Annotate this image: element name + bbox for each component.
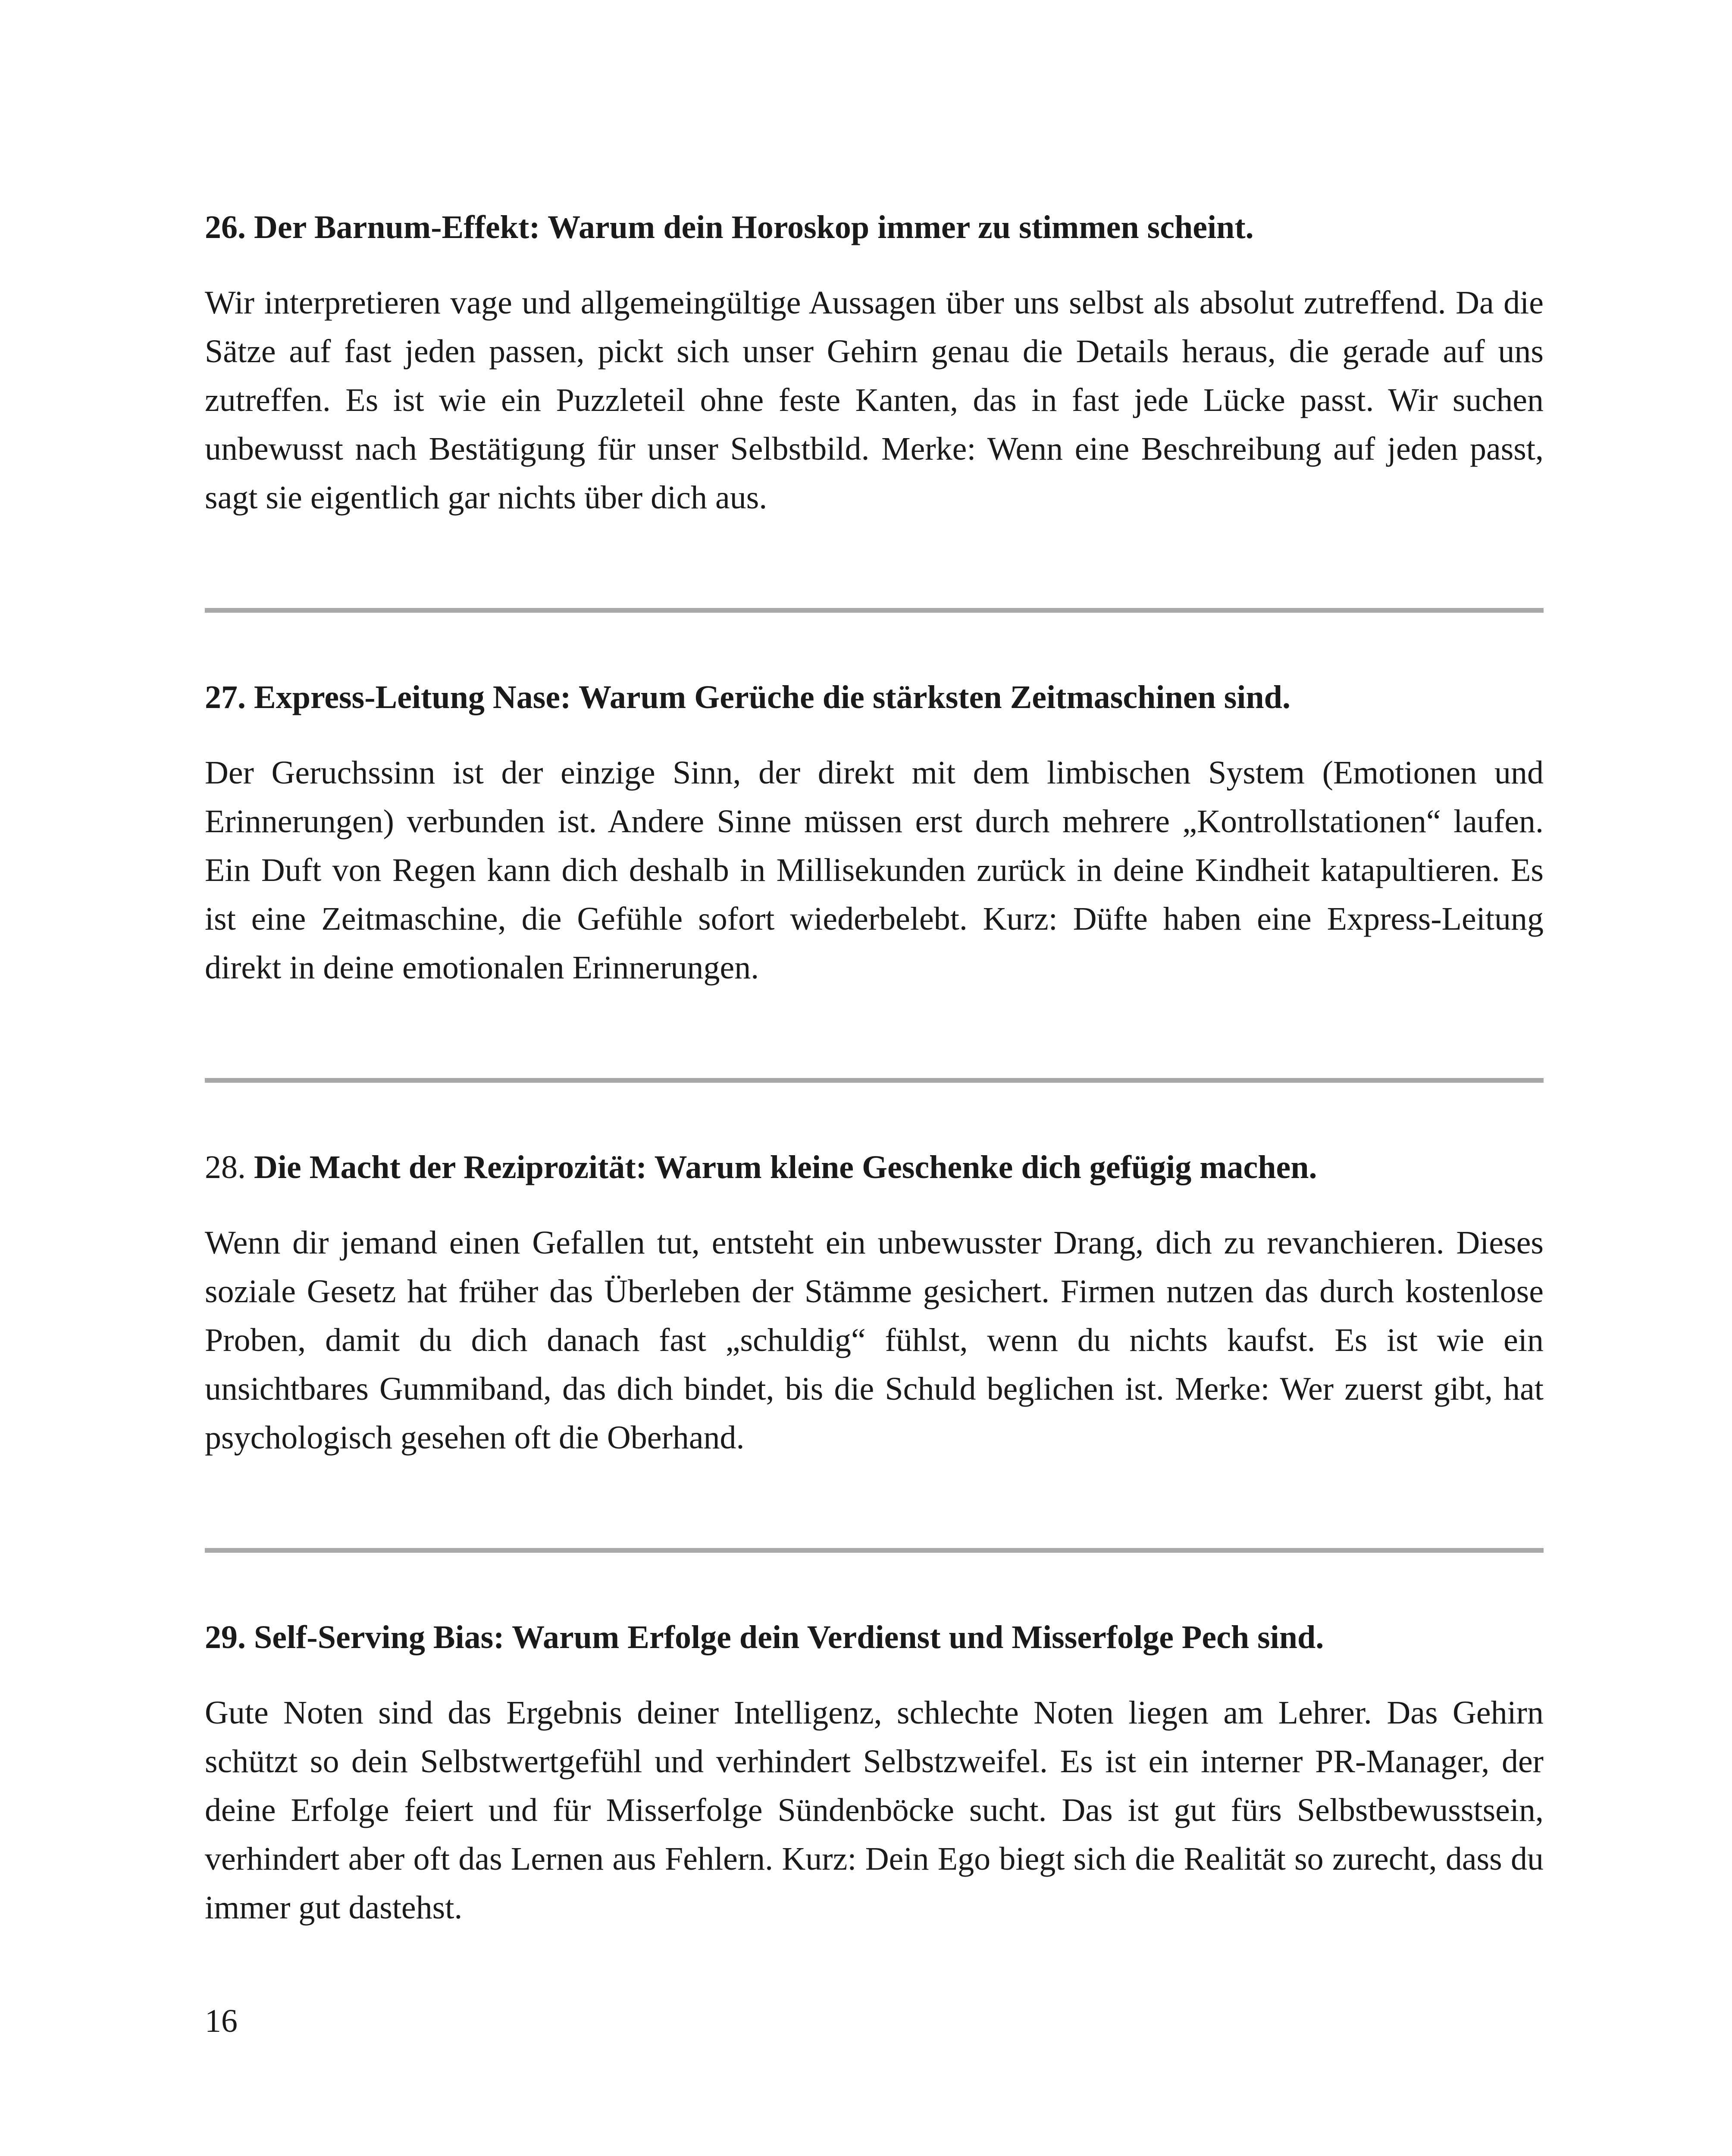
section-26 (205, 203, 1544, 522)
section-27 (205, 673, 1544, 992)
section-29 (205, 1613, 1544, 1932)
section-body: Gute Noten sind das Ergebnis deiner Intelligenz, schlechte Noten liegen am Lehrer. Das Gehirn schützt so dein Selbstwertgefühl und verhindert Selbstzweifel. Es ist ein interner PR-Manager, der deine Erfolge feiert und für Misserfolge Sündenböcke sucht. Das ist gut fürs Selbstbewusstsein, verhindert aber oft das Lernen aus Fehlern. Kurz: Dein Ego biegt sich die Realität so zurecht, dass du immer gut dastehst. (205, 1695, 1544, 1926)
section-28 (205, 1143, 1544, 1462)
section-body: Der Geruchssinn ist der einzige Sinn, der direkt mit dem limbischen System (Emotionen und Erinnerungen) verbunden ist. Andere Sinne müssen erst durch mehrere „Kontrollstationen“ laufen. Ein Duft von Regen kann dich deshalb in Millisekunden zurück in deine Kindheit katapultieren. Es ist eine Zeitmaschine, die Gefühle sofort wiederbelebt. Kurz: Düfte haben eine Express-Leitung direkt in deine emotionalen Erinnerungen. (205, 755, 1544, 986)
section-number: 28. (205, 1149, 246, 1185)
section-divider (205, 1078, 1544, 1083)
section-divider (205, 1548, 1544, 1553)
section-body: Wenn dir jemand einen Gefallen tut, entsteht ein unbewusster Drang, dich zu revanchieren. Dieses soziale Gesetz hat früher das Überleben der Stämme gesichert. Firmen nutzen das durch kostenlose Proben, damit du dich danach fast „schuldig“ fühlst, wenn du nichts kaufst. Es ist wie ein unsichtbares Gummiband, das dich bindet, bis die Schuld beglichen ist. Merke: Wer zuerst gibt, hat psychologisch gesehen oft die Oberhand. (205, 1225, 1544, 1456)
page-number: 16 (205, 2003, 238, 2039)
section-title: Die Macht der Reziprozität: Warum kleine Geschenke dich gefügig machen. (254, 1149, 1317, 1185)
section-heading: 29. Self-Serving Bias: Warum Erfolge dein Verdienst und Misserfolge Pech sind. (205, 1619, 1324, 1655)
section-heading: 26. Der Barnum-Effekt: Warum dein Horoskop immer zu stimmen scheint. (205, 209, 1254, 245)
section-heading: 27. Express-Leitung Nase: Warum Gerüche die stärksten Zeitmaschinen sind. (205, 679, 1290, 715)
section-body: Wir interpretieren vage und allgemeingültige Aussagen über uns selbst als absolut zutreffend. Da die Sätze auf fast jeden passen, pickt sich unser Gehirn genau die Details heraus, die gerade auf uns zutreffen. Es ist wie ein Puzzleteil ohne feste Kanten, das in fast jede Lücke passt. Wir suchen unbewusst nach Bestätigung für unser Selbstbild. Merke: Wenn eine Beschreibung auf jeden passt, sagt sie eigentlich gar nichts über dich aus. (205, 285, 1544, 516)
section-heading (205, 1143, 1544, 1192)
section-divider (205, 608, 1544, 613)
